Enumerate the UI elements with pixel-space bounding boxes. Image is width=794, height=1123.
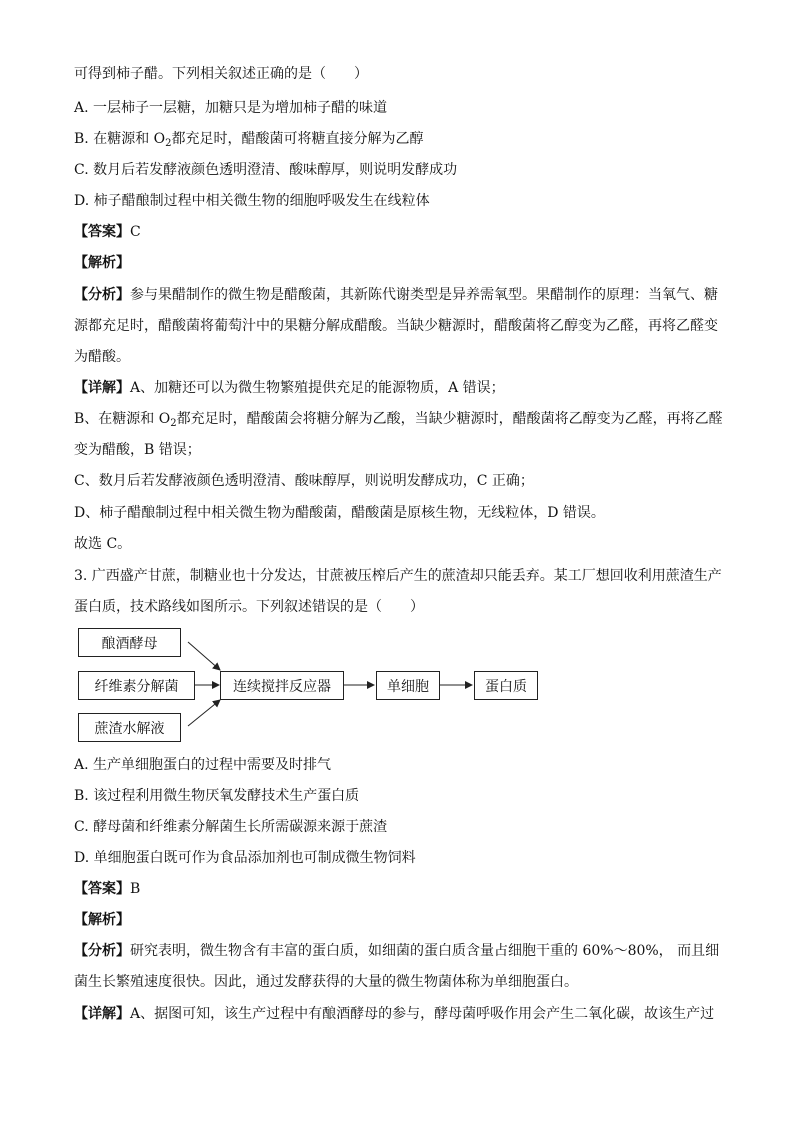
q2-jiexi-heading: 【解析】 <box>74 255 130 271</box>
q2-answer: 【答案】C <box>74 224 141 240</box>
q2-option-a: A. 一层柿子一层糖，加糖只是为增加柿子醋的味道 <box>74 100 388 116</box>
q2-fenxi-1: 【分析】参与果醋制作的微生物是醋酸菌，其新陈代谢类型是异养需氧型。果醋制作的原理：当氧气、糖 <box>74 287 718 303</box>
q3-option-d: D. 单细胞蛋白既可作为食品添加剂也可制成微生物饲料 <box>74 850 416 866</box>
q2-xiangjie-b2: 变为醋酸，B 错误； <box>74 442 201 458</box>
q2-fenxi-2: 源都充足时，醋酸菌将葡萄汁中的果糖分解成醋酸。当缺少糖源时，醋酸菌将乙醇变为乙醛，再将乙醛变 <box>74 318 718 334</box>
box-single-cell: 单细胞 <box>376 671 440 700</box>
q3-fenxi-1: 【分析】研究表明，微生物含有丰富的蛋白质，如细菌的蛋白质含量占细胞干重的 60%～80%， 而且细 <box>74 943 720 959</box>
arrow-yeast-to-reactor <box>188 642 220 670</box>
q2-xiangjie-c: C、数月后若发酵液颜色透明澄清、酸味醇厚，则说明发酵成功，C 正确； <box>74 473 534 489</box>
box-cellulose-bacteria: 纤维素分解菌 <box>78 671 195 700</box>
q3-answer: 【答案】B <box>74 881 141 897</box>
q2-xiangjie-d: D、柿子醋酿制过程中相关微生物为醋酸菌，醋酸菌是原核生物，无线粒体，D 错误。 <box>74 505 605 521</box>
box-yeast: 酿酒酵母 <box>78 628 181 657</box>
q2-fenxi-3: 为醋酸。 <box>74 349 130 365</box>
q2-option-b: B. 在糖源和 $O_2$都充足时，醋酸菌可将糖直接分解为乙醇 <box>74 131 424 149</box>
q3-stem-2: 蛋白质，技术路线如图所示。下列叙述错误的是（ ） <box>74 599 424 615</box>
q2-xiangjie-b1: B、在糖源和 $O_2$都充足时，醋酸菌会将糖分解为乙酸，当缺少糖源时，醋酸菌将乙醇变为乙醛，再将乙醛 <box>74 411 723 429</box>
q3-stem-1: 3. 广西盛产甘蔗，制糖业也十分发达，甘蔗被压榨后产生的蔗渣却只能丢弃。某工厂想回收利用蔗渣生产 <box>74 568 722 584</box>
arrow-bagasse-to-reactor <box>188 700 220 726</box>
q3-option-c: C. 酵母菌和纤维素分解菌生长所需碳源来源于蔗渣 <box>74 819 388 835</box>
q3-option-b: B. 该过程利用微生物厌氧发酵技术生产蛋白质 <box>74 788 360 804</box>
q3-xiangjie-a: 【详解】A、据图可知，该生产过程中有酿酒酵母的参与，酵母菌呼吸作用会产生二氧化碳，故该生产过 <box>74 1006 715 1022</box>
q3-option-a: A. 生产单细胞蛋白的过程中需要及时排气 <box>74 757 332 773</box>
box-stirred-reactor: 连续搅拌反应器 <box>220 671 344 700</box>
box-bagasse-hydrolysate: 蔗渣水解液 <box>78 713 181 742</box>
q2-conclusion: 故选 C。 <box>74 536 132 552</box>
box-protein: 蛋白质 <box>474 671 538 700</box>
q3-jiexi-heading: 【解析】 <box>74 912 130 928</box>
q2-option-c: C. 数月后若发酵液颜色透明澄清、酸味醇厚，则说明发酵成功 <box>74 162 458 178</box>
q2-stem-tail: 可得到柿子醋。下列相关叙述正确的是（ ） <box>74 66 368 82</box>
q3-fenxi-2: 菌生长繁殖速度很快。因此，通过发酵获得的大量的微生物菌体称为单细胞蛋白。 <box>74 974 578 990</box>
q2-xiangjie-a: 【详解】A、加糖还可以为微生物繁殖提供充足的能源物质，A 错误； <box>74 380 505 396</box>
q2-option-d: D. 柿子醋酿制过程中相关微生物的细胞呼吸发生在线粒体 <box>74 193 430 209</box>
